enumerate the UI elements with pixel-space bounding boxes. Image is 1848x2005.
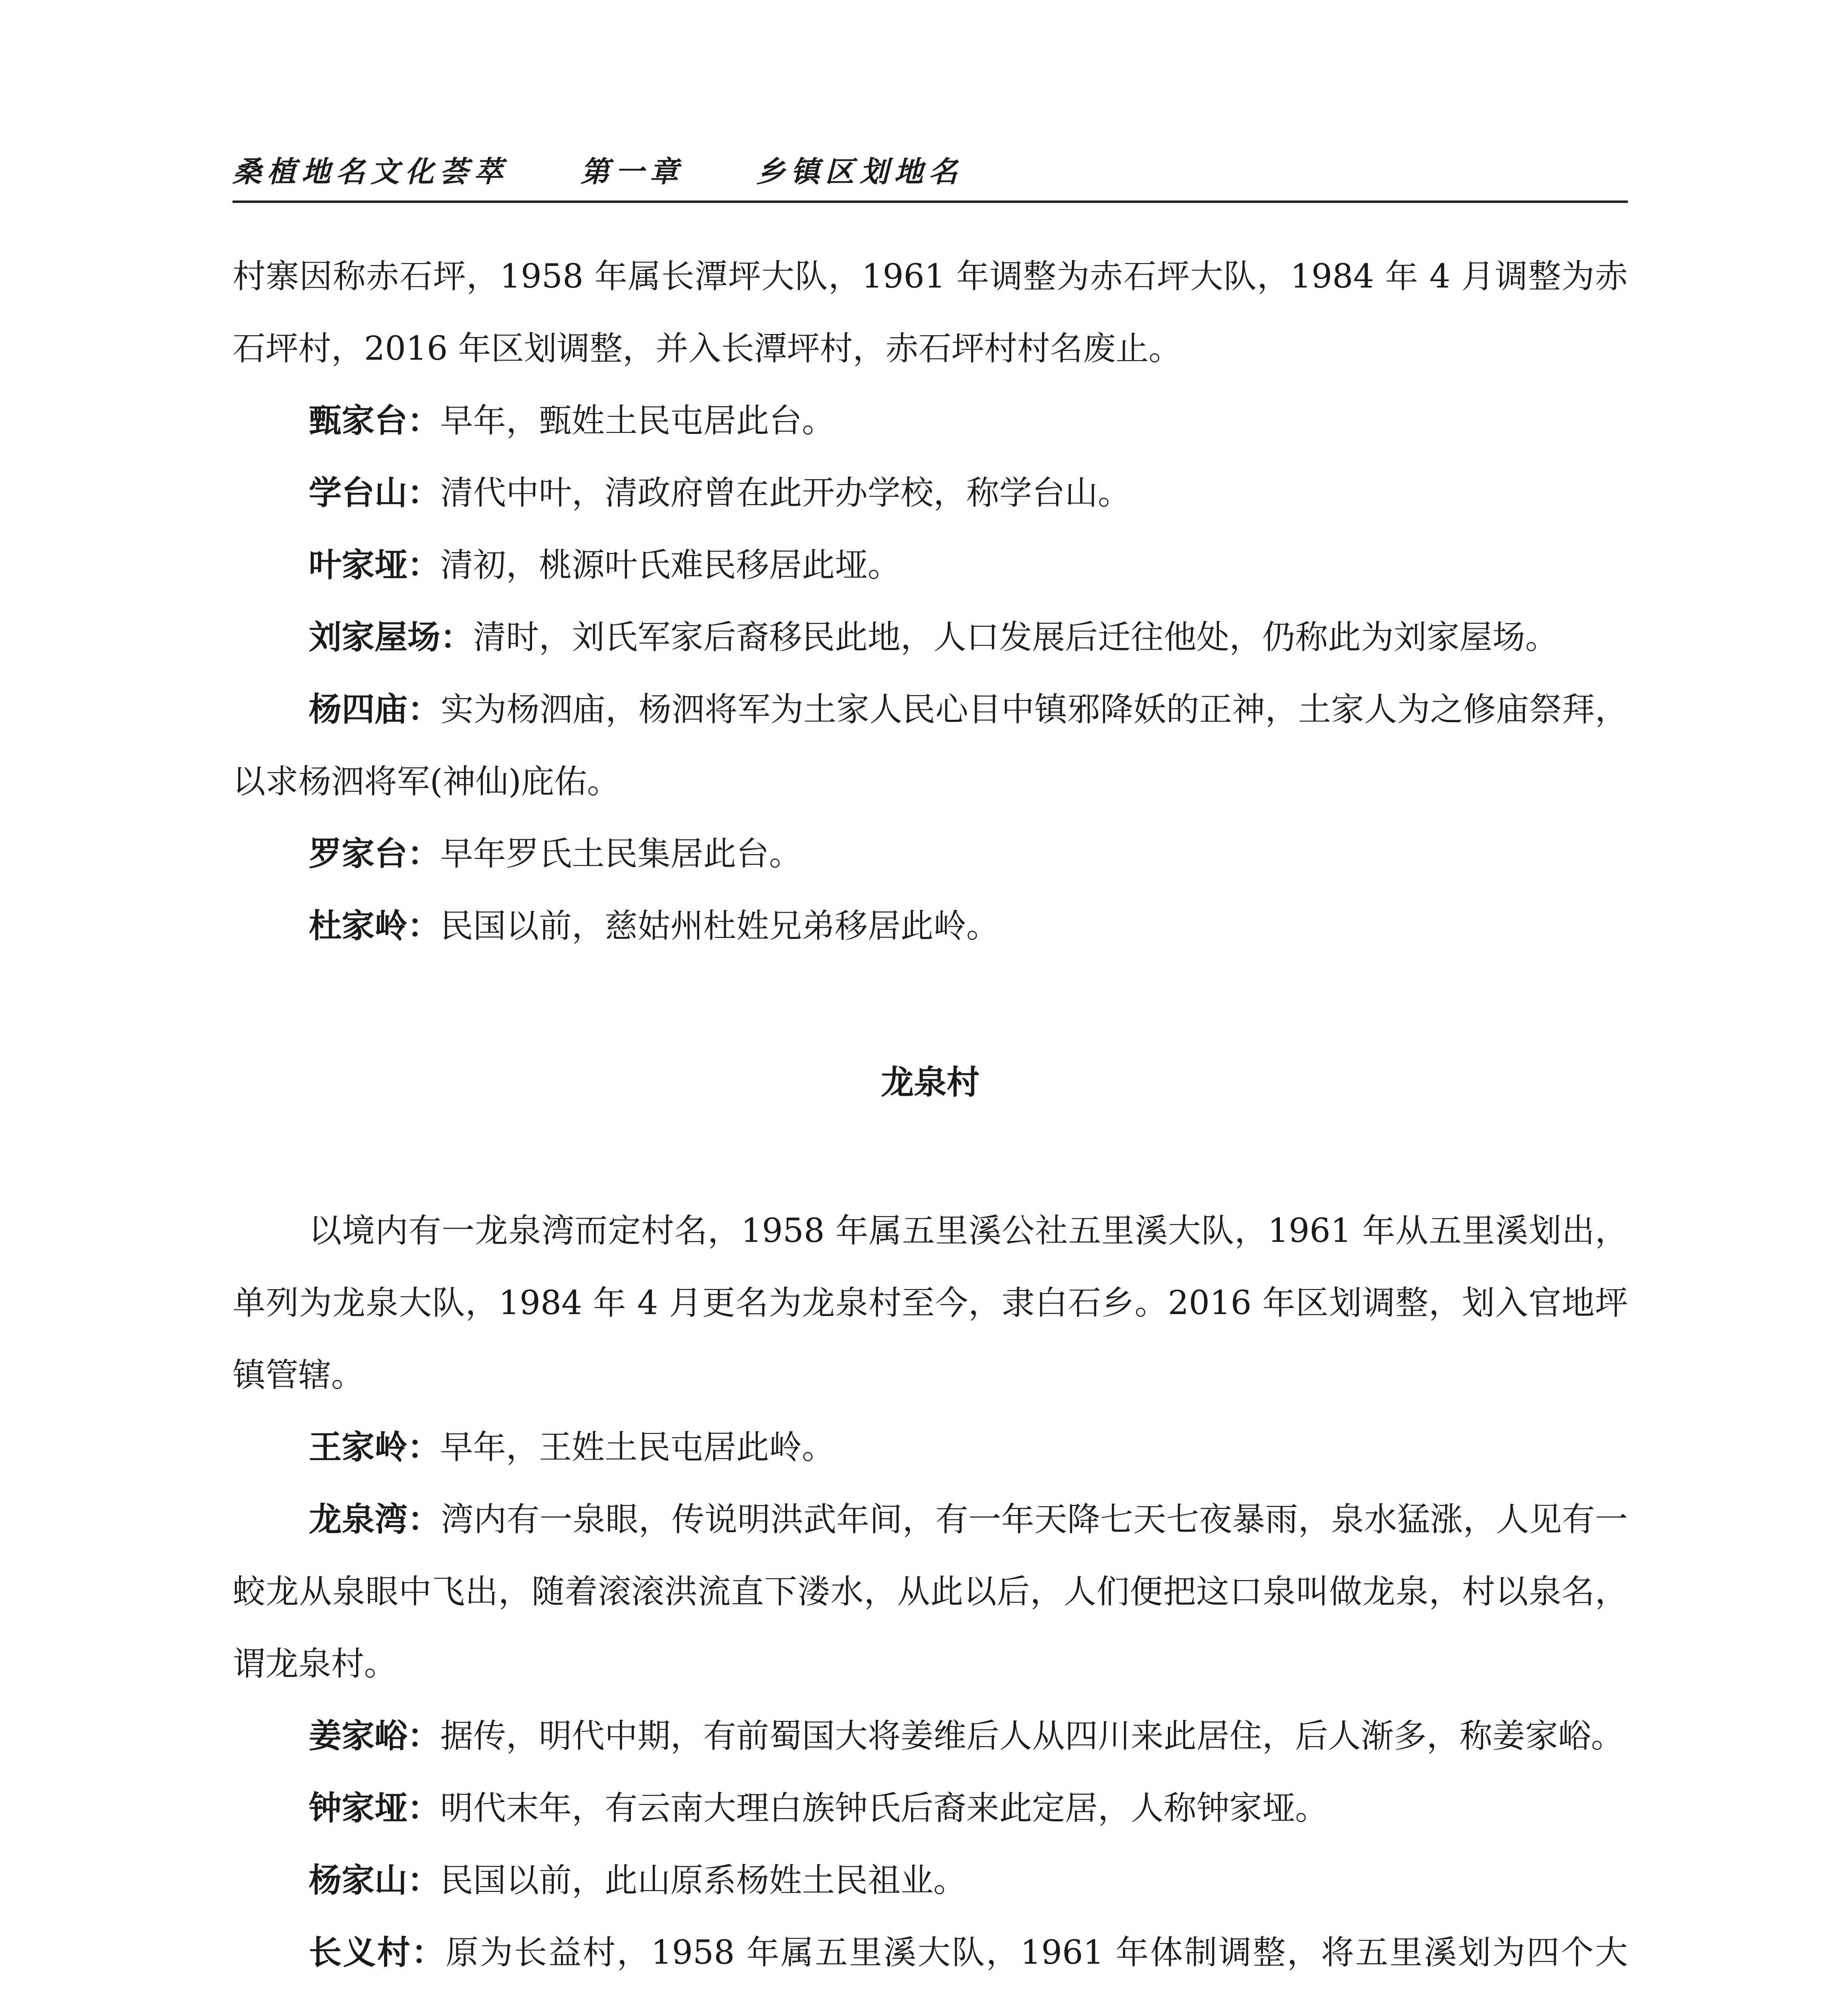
entry-term: 姜家峪： <box>309 1717 441 1755</box>
header-text <box>233 148 963 190</box>
entry-jiangjiayu <box>233 1700 1628 1772</box>
section-title: 龙泉村 <box>880 1063 980 1102</box>
entry-yangjiashan <box>233 1845 1628 1917</box>
entry-text: 民国以前，此山原系杨姓土民祖业。 <box>440 1861 967 1900</box>
entry-text: 清代中叶，清政府曾在此开办学校，称学台山。 <box>440 474 1131 512</box>
entry-term: 长义村： <box>309 1934 446 1972</box>
running-header <box>233 144 1628 203</box>
entry-yejiaya <box>233 529 1628 602</box>
entry-term: 钟家垭： <box>309 1789 441 1827</box>
entry-term: 杨家山： <box>309 1861 441 1900</box>
entry-text: 湾内有一泉眼，传说明洪武年间，有一年天降七天七夜暴雨，泉水猛涨，人见有一蛟龙从泉眼中飞出，随着滚滚洪流直下溇水，从此以后，人们便把这口泉叫做龙泉，村以泉名，谓龙泉村。 <box>233 1501 1628 1683</box>
entry-changyicun <box>233 1917 1628 2005</box>
entry-text: 原为长益村，1958 年属五里溪大队，1961 年体制调整，将五里溪划为四个大 <box>445 1934 1628 1972</box>
entry-text: 据传，明代中期，有前蜀国大将姜维后人从四川来此居住，后人渐多，称姜家峪。 <box>440 1717 1624 1755</box>
header-chapter: 第一章 <box>581 154 684 188</box>
entry-term: 罗家台： <box>309 835 441 873</box>
entry-term: 杨四庙： <box>309 691 441 729</box>
entry-term: 王家岭： <box>309 1428 441 1466</box>
entry-text: 清时，刘氏军家后裔移民此地，人口发展后迁往他处，仍称此为刘家屋场。 <box>473 618 1559 656</box>
entry-yangsimiao <box>233 674 1628 818</box>
entry-text: 早年，王姓土民屯居此岭。 <box>440 1428 835 1466</box>
entry-text: 早年，甄姓土民屯居此台。 <box>440 402 835 440</box>
intro-paragraph: 村寨因称赤石坪，1958 年属长潭坪大队，1961 年调整为赤石坪大队，1984 年 4 月调整为赤石坪村，2016 年区划调整，并入长潭坪村，赤石坪村村名废止。 <box>233 257 1628 368</box>
entry-dujialing <box>233 890 1628 962</box>
entry-term: 甄家台： <box>309 402 441 440</box>
entry-term: 叶家垭： <box>309 546 441 584</box>
page-body <box>233 241 1628 2005</box>
header-book-title: 桑植地名文化荟萃 <box>233 154 509 188</box>
entry-wangjialing <box>233 1412 1628 1484</box>
entry-term: 刘家屋场： <box>309 618 474 656</box>
entry-zhongjiaya <box>233 1772 1628 1845</box>
entry-longquanwan <box>233 1484 1628 1700</box>
entry-xuetaishan <box>233 457 1628 529</box>
header-chapter-title: 乡镇区划地名 <box>756 154 963 188</box>
entry-zhenjiatai <box>233 385 1628 457</box>
entry-luojiatai <box>233 818 1628 890</box>
entry-text: 实为杨泗庙，杨泗将军为土家人民心目中镇邪降妖的正神，土家人为之修庙祭拜，以求杨泗将军(神仙)庇佑。 <box>233 691 1628 801</box>
entry-text: 早年罗氏土民集居此台。 <box>440 835 802 873</box>
section-intro: 以境内有一龙泉湾而定村名，1958 年属五里溪公社五里溪大队，1961 年从五里溪划出，单列为龙泉大队，1984 年 4 月更名为龙泉村至今，隶白石乡。2016 年区划调整，划入官地坪镇管辖。 <box>233 1212 1628 1394</box>
entry-text: 清初，桃源叶氏难民移居此垭。 <box>440 546 901 584</box>
entry-term: 杜家岭： <box>309 907 441 945</box>
entry-text: 民国以前，慈姑州杜姓兄弟移居此岭。 <box>440 907 1000 945</box>
entry-text: 明代末年，有云南大理白族钟氏后裔来此定居，人称钟家垭。 <box>440 1789 1328 1827</box>
entry-term: 龙泉湾： <box>309 1501 441 1539</box>
entry-liujiawuchang <box>233 602 1628 674</box>
entry-term: 学台山： <box>309 474 441 512</box>
